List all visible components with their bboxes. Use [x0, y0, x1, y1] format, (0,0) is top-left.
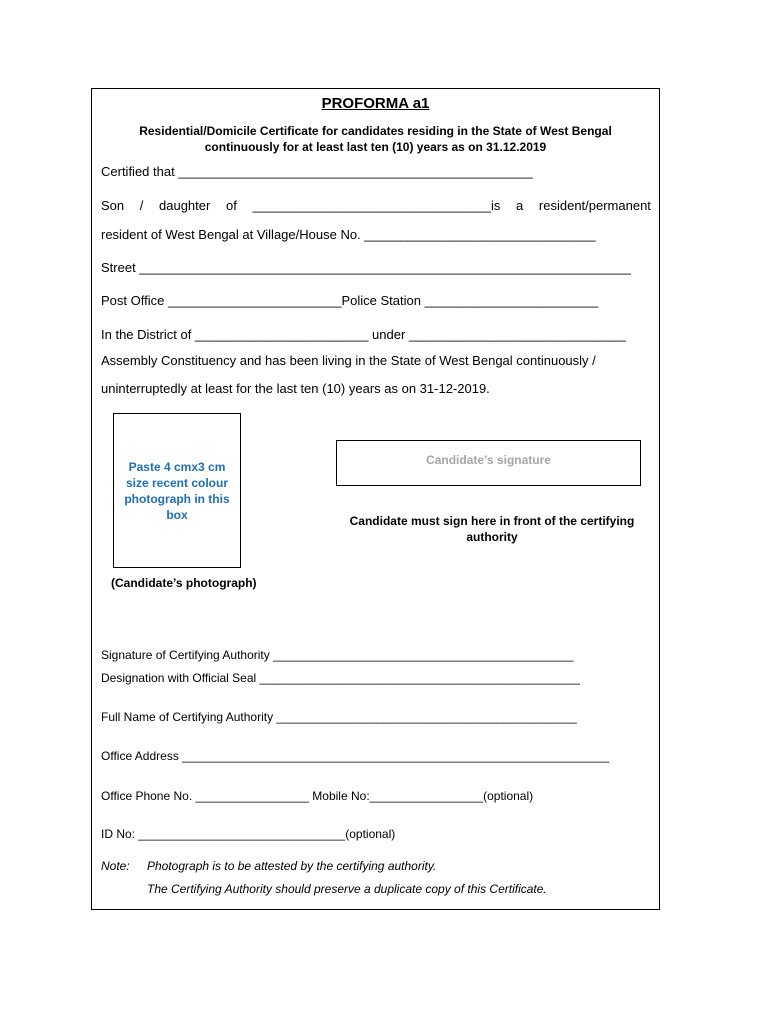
note-line-2: The Certifying Authority should preserve a duplicate copy of this Certificate.	[147, 882, 547, 896]
full-name-line: Full Name of Certifying Authority _____________________________________________	[101, 710, 577, 724]
son-word: Son	[101, 198, 125, 213]
note-label: Note:	[101, 859, 130, 873]
of-word: of	[225, 198, 237, 213]
photo-caption: (Candidate’s photograph)	[111, 576, 257, 590]
id-line: ID No: _______________________________(optional)	[101, 827, 396, 841]
resident-line: resident of West Bengal at Village/House No. ________________________________	[101, 227, 596, 242]
certificate-form	[91, 88, 660, 910]
slash-word: /	[139, 198, 144, 213]
signature-placeholder: Candidate’s signature	[426, 453, 551, 467]
photo-box-instruction: Paste 4 cmx3 cm size recent colour photograph in this box	[124, 459, 230, 522]
form-subtitle-line-2: continuously for at least last ten (10) years as on 31.12.2019	[204, 140, 547, 154]
office-address-line: Office Address ________________________________________________________________	[101, 749, 610, 763]
a-word: a	[516, 198, 524, 213]
street-line: Street ____________________________________________________________________	[101, 260, 631, 275]
form-subtitle	[112, 123, 639, 155]
form-subtitle-line-1: Residential/Domicile Certificate for candidates residing in the State of West Bengal	[139, 124, 612, 138]
form-title: PROFORMA a1	[321, 95, 430, 112]
signature-note: Candidate must sign here in front of the certifying authority	[349, 514, 635, 544]
signature-box	[336, 440, 641, 486]
son-daughter-line	[101, 198, 651, 213]
designation-line: Designation with Official Seal ________________________________________________	[101, 671, 580, 685]
office-phone-line: Office Phone No. _________________ Mobile No:_________________(optional)	[101, 789, 534, 803]
uninterrupted-line: uninterruptedly at least for the last ten (10) years as on 31-12-2019.	[101, 381, 490, 396]
signature-authority-line: Signature of Certifying Authority _____________________________________________	[101, 648, 574, 662]
post-office-line: Post Office ________________________Police Station ________________________	[101, 293, 599, 308]
assembly-line: Assembly Constituency and has been living in the State of West Bengal continuously /	[101, 353, 596, 368]
photo-box	[113, 413, 241, 568]
note-line-1: Photograph is to be attested by the certifying authority.	[147, 859, 437, 873]
certified-that-line: Certified that _________________________________________________	[101, 164, 533, 179]
parent-name-blank: _________________________________is	[252, 198, 501, 213]
daughter-word: daughter	[159, 198, 211, 213]
resident-permanent-word: resident/permanent	[538, 198, 651, 213]
district-line: In the District of ________________________ under ______________________________	[101, 327, 626, 342]
